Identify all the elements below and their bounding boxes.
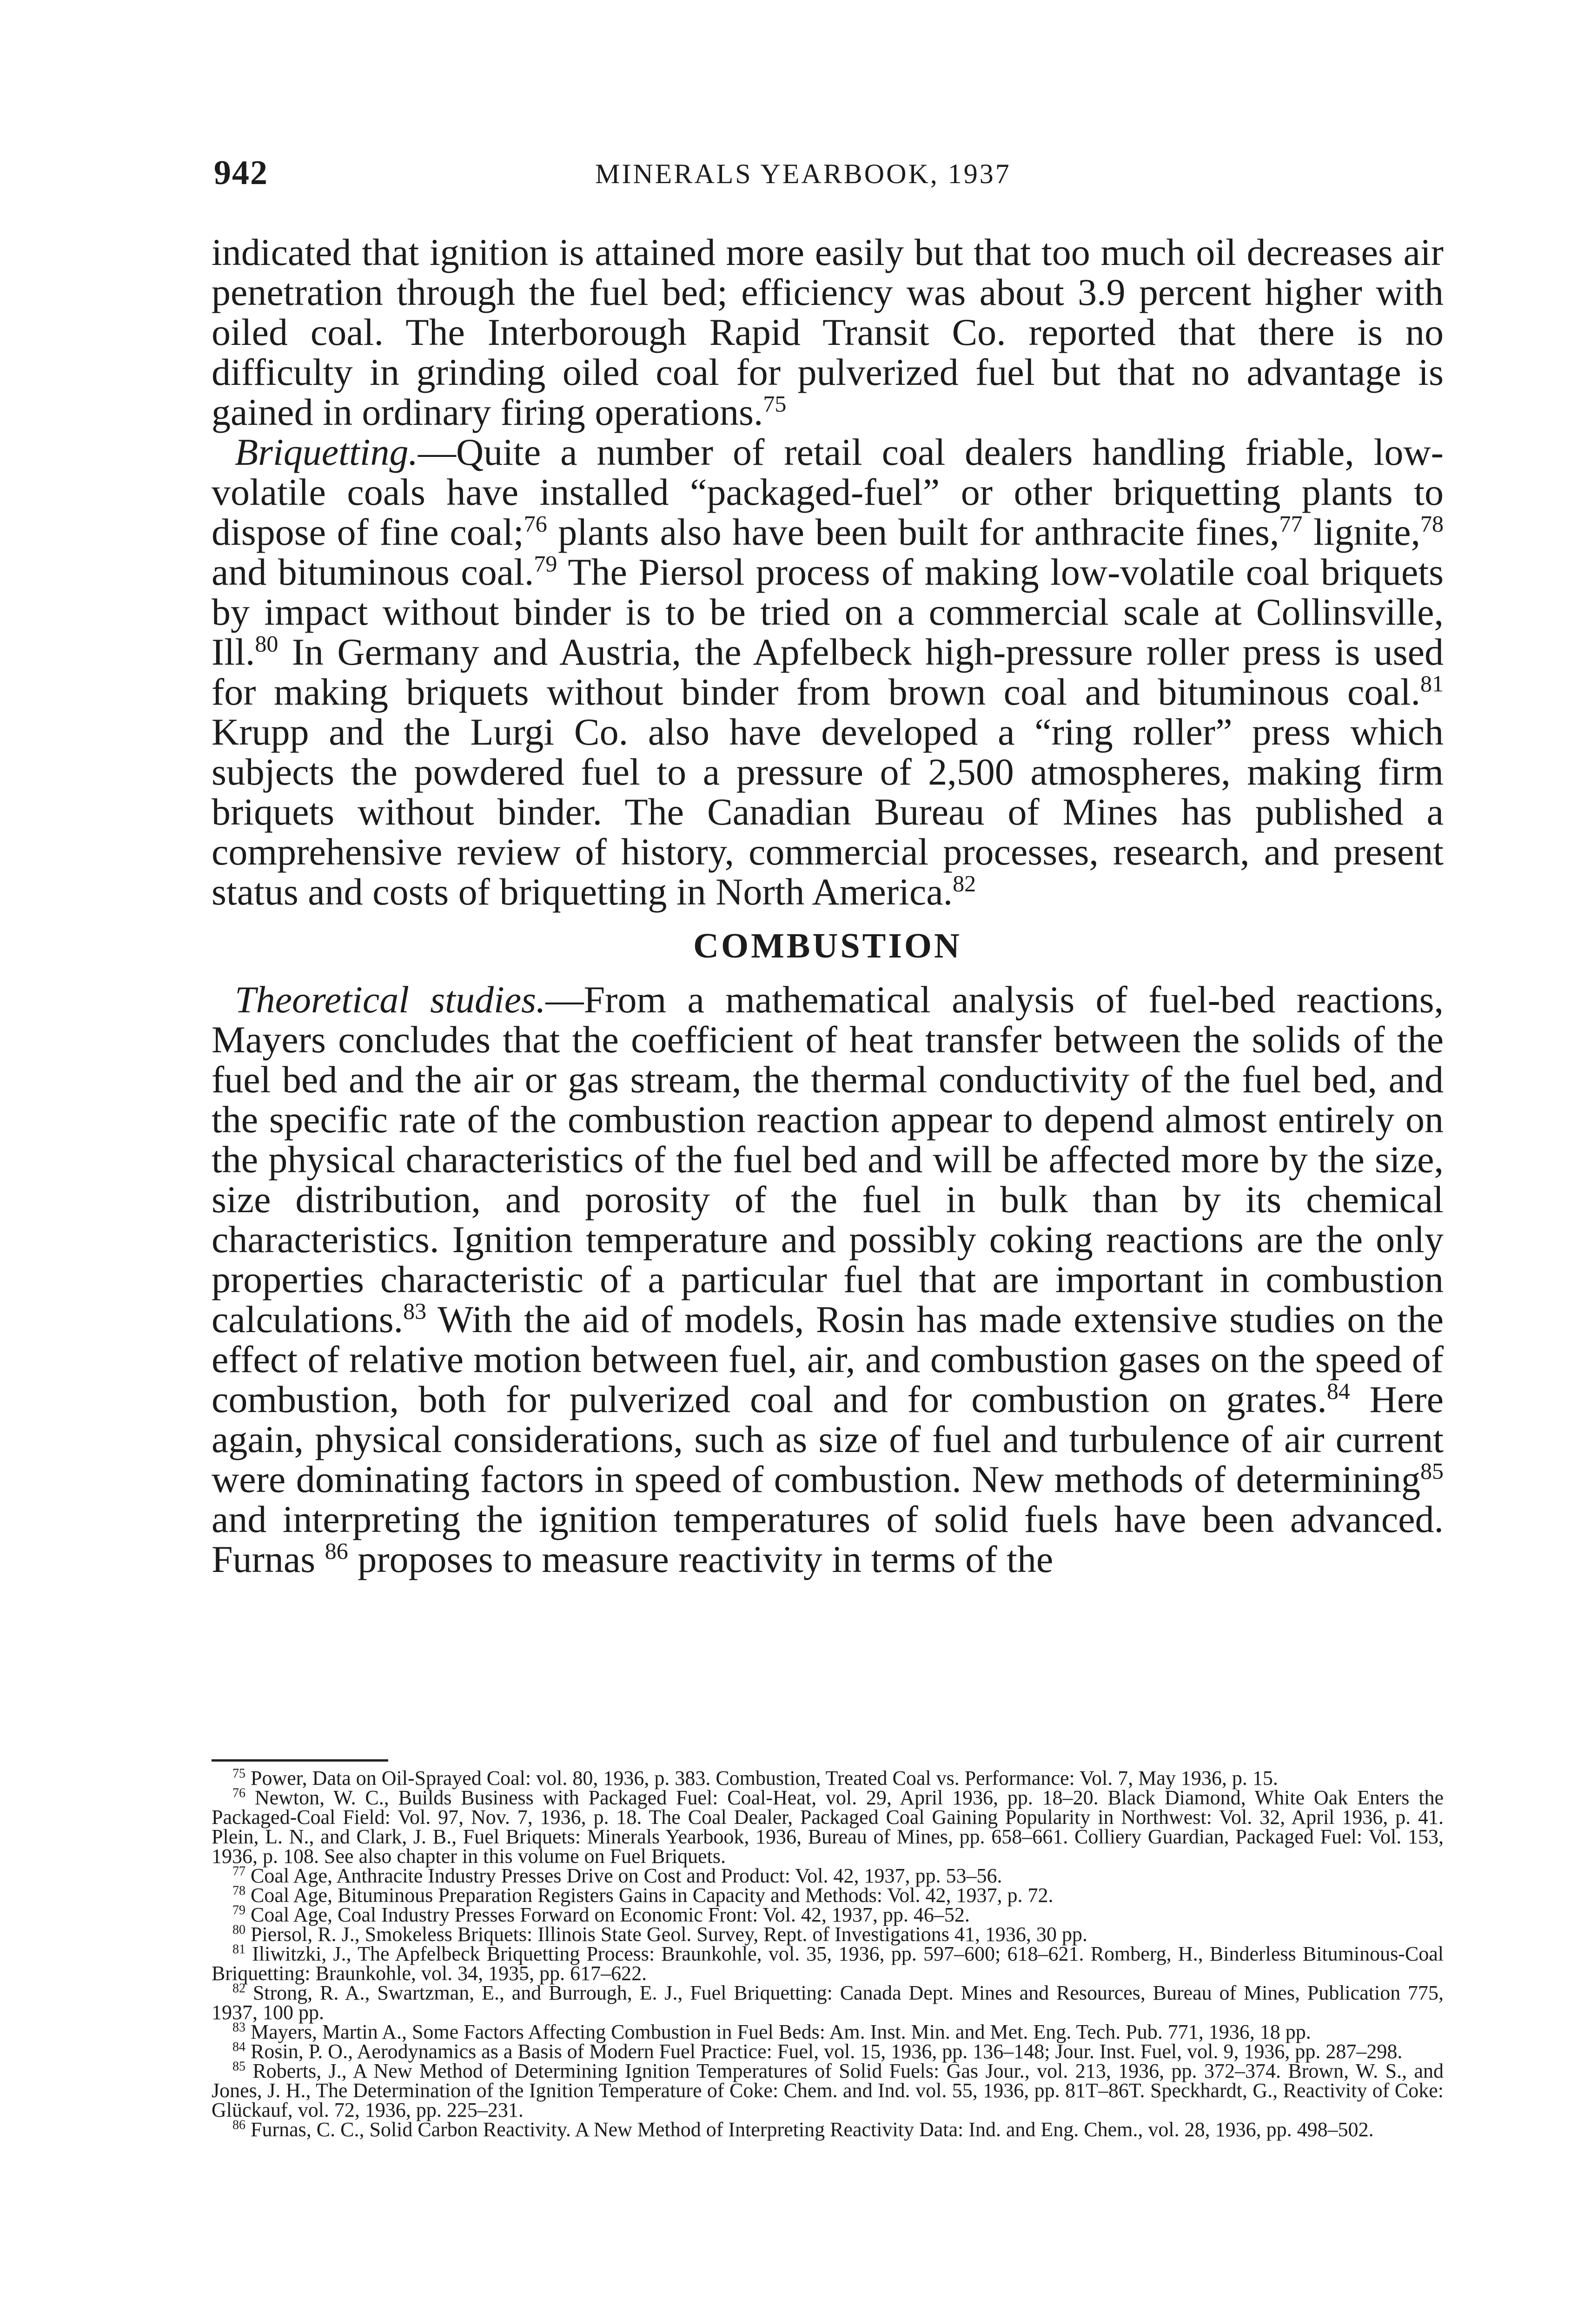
paragraph-lead: Briquetting. [235,431,418,473]
footnote-text: Coal Age, Anthracite Industry Presses Drive on Cost and Product: Vol. 42, 1937, pp. 53–56. [251,1864,1002,1887]
footnote-number: 79 [232,1903,245,1918]
footnote [212,1788,1444,1866]
footnote-ref: 81 [1420,670,1444,697]
footnote-text: Power, Data on Oil-Sprayed Coal: vol. 80, 1936, p. 383. Combustion, Treated Coal vs. Performance: Vol. 7, May 1936, p. 15. [251,1767,1278,1789]
paragraph-text: —From a mathematical analysis of fuel-bed reactions, Mayers concludes that the coefficient of heat transfer between the solids of the fuel bed and the air or gas stream, the thermal conductivity of the fuel bed, and the specific rate of the combustion reaction appear to depend almost entirely on the physical characteristics of the fuel bed and will be affected more by the size, size distribution, and porosity of the fuel in bulk than by its chemical characteristics. Ignition temperature and possibly coking reactions are the only properties characteristic of a particular fuel that are important in combustion calculations. [212,978,1444,1340]
footnote-number: 84 [232,2040,245,2054]
footnote-number: 86 [232,2118,245,2133]
paragraph-briquetting [212,432,1444,912]
footnote-ref: 78 [1420,510,1444,537]
paragraph-text: Krupp and the Lurgi Co. also have developed a “ring roller” press which subjects the powdered fuel to a pressure of 2,500 atmospheres, making firm briquets without binder. The Canadian Bureau of Mines has published a comprehensive review of history, commercial processes, research, and present status and costs of briquetting in North America. [212,711,1444,913]
paragraph-text: and bituminous coal. [212,551,534,593]
footnote-ref: 79 [534,550,557,577]
footnote-ref: 85 [1420,1458,1444,1484]
footnote [212,1866,1444,1886]
paragraph-text: indicated that ignition is attained more easily but that too much oil decreases air penetration through the fuel bed; efficiency was about 3.9 percent higher with oiled coal. The Interborough Rapid Transit Co. reported that there is no difficulty in grinding oiled coal for pulverized fuel but that no advantage is gained in ordinary firing operations. [212,231,1444,433]
footnote [212,1983,1444,2022]
footnote-number: 75 [232,1766,245,1781]
footnotes [212,1766,1444,2141]
footnote [212,1922,1444,1946]
footnote [212,2061,1444,2120]
footnote-number: 83 [232,2020,245,2035]
body-text [212,232,1444,1579]
footnote [212,1905,1444,1925]
paragraph-text: Here again, physical considerations, such as size of fuel and turbulence of air current were dominating factors in speed of combustion. New methods of determining [212,1378,1444,1500]
footnote-ref: 80 [255,630,278,657]
paragraph-text: and interpreting the ignition temperatures of solid fuels have been advanced. Furnas [212,1498,1444,1580]
footnote [212,2042,1444,2061]
footnote [212,1766,1444,1789]
paragraph-text: lignite, [1302,511,1420,553]
footnote-number: 76 [232,1786,245,1801]
footnote-text: Piersol, R. J., Smokeless Briquets: Illinois State Geol. Survey, Rept. of Investigations 41, 1936, 30 pp. [251,1923,1087,1946]
footnote-ref: 86 [325,1538,348,1564]
footnote-ref: 83 [403,1298,427,1324]
paragraph-oiled-coal [212,232,1444,432]
paragraph-text: proposes to measure reactivity in terms of the [348,1538,1054,1580]
paragraph-theoretical-studies [212,980,1444,1579]
footnote-text: Iliwitzki, J., The Apfelbeck Briquetting Process: Braunkohle, vol. 35, 1936, pp. 597–600; 618–621. Romberg, H., Binderless Bituminous-Coal Briquetting: Braunkohle, vol. 34, 1935, pp. 617–622. [212,1942,1444,1985]
page-number: 942 [214,154,268,192]
paragraph-lead: Theoretical studies. [235,978,546,1021]
footnote-text: Strong, R. A., Swartzman, E., and Burrough, E. J., Fuel Briquetting: Canada Dept. Mines and Resources, Bureau of Mines, Publication 775, 1937, 100 pp. [212,1981,1444,2024]
footnote [212,2120,1444,2139]
footnote-text: Coal Age, Coal Industry Presses Forward on Economic Front: Vol. 42, 1937, pp. 46–52. [251,1903,970,1926]
footnote-ref: 76 [524,510,547,537]
footnote-divider [212,1759,388,1762]
footnote-ref: 75 [763,390,787,417]
footnote [212,1883,1444,1907]
footnote-text: Roberts, J., A New Method of Determining Ignition Temperatures of Solid Fuels: Gas Jour., vol. 213, 1936, pp. 372–374. Brown, W. S., and Jones, J. H., The Determination of the Ignition Temperature of Coke: Chem. and Ind. vol. 55, 1936, pp. 81T–86T. Speckhardt, G., Reactivity of Coke: Glückauf, vol. 72, 1936, pp. 225–231. [212,2060,1444,2121]
paragraph-text: In Germany and Austria, the Apfelbeck high-pressure roller press is used for making briquets without binder from brown coal and bituminous coal. [212,631,1444,713]
footnote-ref: 77 [1279,510,1303,537]
paragraph-text: The Piersol process of making low-volatile coal briquets by impact without binder is to be tried on a commercial scale at Collinsville, Ill. [212,551,1444,673]
footnote-number: 81 [232,1942,245,1957]
header-title: MINERALS YEARBOOK, 1937 [595,158,1011,189]
section-heading: COMBUSTION [693,926,962,965]
footnote [212,1944,1444,1983]
footnote-text: Coal Age, Bituminous Preparation Registers Gains in Capacity and Methods: Vol. 42, 1937, p. 72. [251,1884,1054,1907]
footnote-text: Rosin, P. O., Aerodynamics as a Basis of Modern Fuel Practice: Fuel, vol. 15, 1936, pp. 136–148; Jour. Inst. Fuel, vol. 9, 1936, pp. 287–298. [251,2040,1403,2063]
paragraph-text: With the aid of models, Rosin has made extensive studies on the effect of relative motion between fuel, air, and combustion gases on the speed of combustion, both for pulverized coal and for combustion on grates. [212,1298,1444,1420]
paragraph-text: —Quite a number of retail coal dealers handling friable, low-volatile coals have installed “packaged-fuel” or other briquetting plants to dispose of fine coal; [212,431,1444,553]
footnote-number: 78 [232,1883,245,1898]
footnote-text: Newton, W. C., Builds Business with Packaged Fuel: Coal-Heat, vol. 29, April 1936, pp. 18–20. Black Diamond, White Oak Enters the Packaged-Coal Field: Vol. 97, Nov. 7, 1936, p. 18. The Coal Dealer, Packaged Coal Gaining Popularity in Northwest: Vol. 32, April 1936, p. 41. Plein, L. N., and Clark, J. B., Fuel Briquets: Minerals Yearbook, 1936, Bureau of Mines, pp. 658–661. Colliery Guardian, Packaged Fuel: Vol. 153, 1936, p. 108. See also chapter in this volume on Fuel Briquets. [212,1786,1444,1868]
footnote [212,2022,1444,2042]
footnote-text: Furnas, C. C., Solid Carbon Reactivity. A New Method of Interpreting Reactivity Data: Ind. and Eng. Chem., vol. 28, 1936, pp. 498–502. [251,2118,1374,2141]
footnote-text: Mayers, Martin A., Some Factors Affecting Combustion in Fuel Beds: Am. Inst. Min. and Met. Eng. Tech. Pub. 771, 1936, 18 pp. [251,2020,1311,2043]
footnote-number: 77 [232,1864,245,1879]
footnote-number: 85 [232,2059,245,2074]
footnote-ref: 82 [953,870,976,897]
footnote-number: 80 [232,1922,245,1937]
running-head [214,153,1446,205]
footnote-number: 82 [232,1981,245,1996]
footnote-ref: 84 [1326,1378,1350,1404]
paragraph-text: plants also have been built for anthracite fines, [547,511,1279,553]
